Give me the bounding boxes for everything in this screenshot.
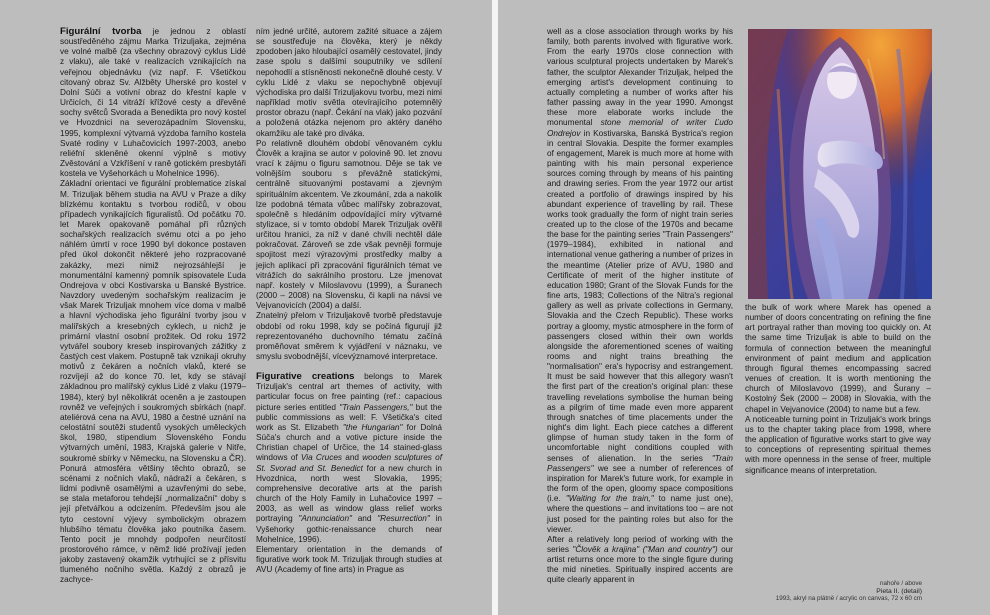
- left-page: [0, 0, 492, 615]
- caption-details: 1993, akryl na plátně / acrylic on canvas, 72 x 60 cm: [775, 595, 922, 603]
- english-text-column-4: [745, 303, 931, 476]
- paragraph: A noticeable turning point in Trizuljak's work brings us to the chapter taking place from 1998, where the application of figurative works start to give way to conceptions of representing spiritual themes with more openness in the sense of freer, multiple significance means of interpretation.: [745, 414, 931, 475]
- paragraph: ním jedné určité, autorem zažité situace a zájem se soustřeďuje na člověka, který je někdy zpodoben jako hloubající osamělý cestovatel, jindy zase spolu s dalšími souputníky ve sdílení nepohodlí a stísněnosti nekonečně dlouhé cesty. V cyklu Lidé z vlaku se nepochybně objevují východiska pro další Trizuljakovu tvorbu, mezi nimi například motiv světla otevírajícího potemnělý prostor obrazu (např. Čekání na vlak) jako pozvání a položená otázka nejenom pro aktéry daného okamžiku ale také pro diváka.: [256, 27, 442, 138]
- caption-position: nahoře / above: [879, 580, 922, 587]
- paragraph: Po relativně dlouhém období věnovaném cyklu Člověk a krajina se autor v polovině 90. let znovu vrací k zájmu o figuru samotnou. Děje se tak ve volnějším souboru s převážně statickými, centrálně situovanými postavami a zjevným spirituálním akcentem. Ve zkoumání, zda a nakolik lze podobná témata vůbec malířsky zobrazovat, společně s hledáním odpovídající míry výtvarné stylizace, si v tomto období Marek Trizuljak ověřil určitou hranici, za níž v dané chvíli nechtěl dále pokračovat. Zároveň se zde však pevněji formuje spojitost mezi výrazovými prostředky malby a jejich aplikací při zpracování figurálních témat ve vitrážích do sakrálního prostoru. Lze jmenovat např. kostely v Miloslavovu (1999), a Šuranech (2000 – 2008) na Slovensku, či kapli na návsi ve Vejvanovicích (2004) a další.: [256, 138, 442, 311]
- paragraph: the bulk of work where Marek has opened a number of doors concentrating on refining the fine art portrayal rather than moving too quickly on. At the same time Trizuljak is able to build on the formula of connection between the meaningful environment of paint medium and application through figural themes encompassing sacred venues of creation. It is worth mentioning the church of Miloslavovo (1999), and Šurany – Kostolný Šek (2000 – 2008) in Slovakia, with the chapel in Vejvanovice (2004) to name but a few.: [745, 303, 931, 414]
- painting-artwork: [748, 29, 932, 299]
- image-caption: [776, 580, 922, 603]
- caption-title: Pieta II. (detail): [876, 587, 922, 595]
- paragraph: Znatelný přelom v Trizuljakově tvorbě představuje období od roku 1998, kdy se počíná figurují již reprezentovaného duchovního tématu začíná proměňovat směrem k vyjádření v náznaku, ve smyslu svobodnější, vícevýznamové interpretace.: [256, 311, 442, 361]
- paragraph: Figurální tvorba je jednou z oblastí soustředěného zájmu Marka Trizuljaka, zejména ve volné malbě (za všechny obrazový cyklus Lidé z vlaku), ale také v realizacích vznikajících na veřejnou objednávku (viz např. F. Všetičkou citovaný obraz Sv. Alžběty Uherské pro kostel v Dolní Súči a votivní obraz do křestní kaple v Určicích, či 14 vitráží křížové cesty a dřevěné sochy světců Svorada a Benedikta pro nový kostel ve Hvozdnici na severozápadním Slovensku, 1995, komplexní výtvarná výzdoba farního kostela Svaté rodiny v Luhačovicích 1997-2003, anebo reliéfní skleněné okenní výplně s motivy Zvěstování a Vzkříšení v raně gotickém presbytáři kostela ve Vyšehorkách u Mohelnice 1996).: [60, 26, 246, 179]
- right-page: [498, 0, 990, 615]
- english-paragraph: Figurative creations belongs to Marek Trizuljak's central art themes of activity, with particular focus on free painting (ref.: capacious picture series entitled "Train Passengers," but the public commissions as well: F. Všetička's cited work as St. Elizabeth "the Hungarian" for Dolná Súča's church and a votive picture inside the Christian chapel of Určice, the 14 stained-glass windows of Via Cruces and wooden sculptures of St. Svorad and St. Benedict for a new church in Hvozdnica, north west Slovakia, 1995; comprehensive decorative arts at the parish church of the Holy Family in Luhačovice 1997 – 2003, as well as window glass relief works portraying "Annunciation" and "Resurrection" in Vyšehorky gothic-renaissance church near Mohelnice, 1996).: [256, 371, 443, 544]
- czech-text-column-2: [256, 27, 442, 575]
- paragraph: well as a close association through works by his family, both parents involved with figurative work. From the early 1970s close connection with various sculptural projects undertaken by Marek's father, the sculptor Alexander Trizuljak, helped the emerging artist's development continuing to actually completing a number of works after his father passing away in the year 1990. Amongst these more elaborate works include the monumental stone memorial of writer Ľudo Ondrejov in Kostivarska, Banská Bystrica's region in central Slovakia. Despite the former examples of engagement, Marek is much more at home with painting with his main personal experience sources coming through by means of his painting and drawing series. From the year 1972 our artist created a portfolio of drawings inspired by his abundant experience of travelling by rail. These works took gradually the form of night train series created up to the close of the 1970s and became the base for the painting series "Train Passengers" (1979–1984), exhibited in national and international venue gathering a number of prizes in the meantime (Atelier prize of AVU, 1980 and Certificate of merit of the higher institute of education 1980; Grant of the Slovak Funds for the fine arts, 1983; Collections of the Nitra's regional gallery as well as private collections in Germany, Slovakia and the Czech Republic). These works portray a gloomy, mystic atmosphere in the form of passengers closed within their own worlds alongside the aforementioned scenes of waiting rooms and night trains breathing the "normalisation" era's hypocrisy and estrangement. It must be said however that this allegory wasn't the first part of the creation's original plan: these travelling revelations symbolise the human being as a pilgrim of time made even more apparent through snatches of time placements under the night's dim light. Each piece catches a different glimpse of human study taken in the form of uncomfortable night conditions coupled with senses of alienation. In the series "Train Passengers" we see a number of references of inspiration for Marek's future work, for example in the form of the open, gloomy space compositions (i.e. "Waiting for the train," to name just one), where the questions – and invitations too – are not just posed for the painting roles but also for the viewer.: [547, 27, 733, 534]
- english-text-column-3: [547, 27, 733, 586]
- section-heading-english: Figurative creations: [256, 371, 355, 383]
- paragraph: After a relatively long period of working with the series "Člověk a krajina" ("Man and country") our artist returns once more to the single figure during the mid nineties. Spiritually inspired accents are quite clearly apparent in: [547, 534, 733, 585]
- section-heading: Figurální tvorba: [60, 26, 142, 37]
- czech-text-column-1: [60, 27, 246, 586]
- pieta-painting-image: [748, 29, 932, 299]
- paragraph: Základní orientaci ve figurální problematice získal M. Trizuljak během studia na AVU v Praze a díky blízkému kontaktu s tvorbou rodičů, v obou případech vynikajících figuralistů. Od počátku 70. let Marek opakovaně pomáhal při různých sochařských realizacích svému otci a po jeho náhlém úmrtí v roce 1990 byl dokonce postaven před úkol dokončit některé jeho rozpracované zakázky, mezi nimiž nejrozsáhlejší je monumentální kamenný pomník spisovatele Ľuda Ondrejova v obci Kostivarska u Banské Bystrice. Navzdory uvedeným sochařským realizacím je však Marek Trizuljak mnohem více doma v malbě a hlavní východiska jeho figurální tvorby jsou v malířských a kresebných cyklech, u nichž je primární vlastní osobní prožitek. Od roku 1972 vytvářel soubory kreseb inspirovaných zážitky z častých cest vlakem. Postupně tak vznikají okruhy motivů z čekáren a nočních vlaků, které se rozvíjejí až do konce 70. let, kdy se stávají základnou pro malířský cyklus Lidé z vlaku (1979–1984), který byl několikrát oceněn a je zastoupen rovněž ve veřejných i soukromých sbírkách (např. ateliérová cena na AVU, 1980 a čestné uznání na celostátní soutěži studentů vysokých uměleckých škol, 1980, stipendium Slovenského Fondu výtvarných umění, 1983, Krajská galerie v Nitře, soukromé sbírky v Německu, na Slovensku a ČR). Ponurá atmosféra většiny těchto obrazů, se scénami z nočních vlaků, nádraží a čekáren, s lidmi podivně osamělými a uzavřenými do sebe, se stala metaforou tehdejší „normalizační“ doby s její přetvářkou a odcizením. Především jsou ale tyto cestovní výjevy symbolickým obrazem hlubšího tématu člověka jako poutníka časem. Tento pocit je mnohdy podpořen neurčitostí prostorového rámce, v němž lidé prožívají jeden jakoby zastavený okamžik vytrhující se z přísvitu tlumeného nočního světla. Každý z obrazů je zachyce-: [60, 179, 246, 585]
- paragraph: Elementary orientation in the demands of figurative work took M. Trizuljak through studies at AVU (Academy of fine arts) in Prague as: [256, 544, 442, 575]
